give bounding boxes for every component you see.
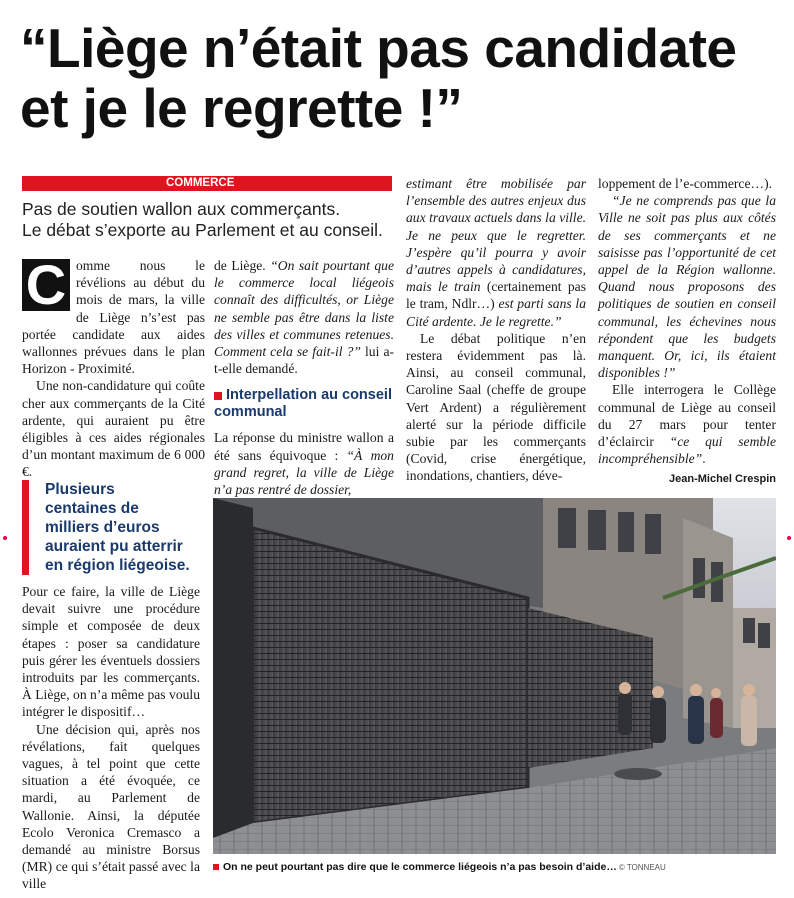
paragraph — [598, 381, 776, 467]
quote: estimant être mobilisée par l’ensemble des autres enjeux dus aux travaux actuels dans la ville. Je ne peux que le regretter. J’espère qu’il pourra y avoir d’autres appels à candidatures, mais le train — [406, 176, 586, 295]
text-run: La réponse du ministre wallon a été sans équivoque : — [214, 430, 394, 463]
text-run: de Liège. — [214, 258, 266, 273]
column-1 — [22, 253, 205, 481]
paragraph: loppement de l’e-commerce…). — [598, 176, 772, 191]
kicker-label: COMMERCE — [158, 176, 242, 191]
column-2 — [214, 257, 394, 498]
subheading — [214, 387, 394, 421]
headline — [20, 18, 780, 138]
quote: “À mon grand regret, la ville de Liège n’a pas rentré de dossier, — [214, 447, 394, 498]
caption-text: On ne peut pourtant pas dire que le commerce liégeois n’a pas besoin d’aide… — [223, 861, 617, 873]
photo-caption — [213, 860, 783, 875]
subheading-text: Interpellation au conseil communal — [214, 387, 392, 421]
square-bullet-icon — [214, 392, 222, 400]
quote: “ce qui semble incompréhensible” — [598, 434, 777, 467]
deck-line-1: Pas de soutien wallon aux commerçants. — [22, 199, 341, 219]
quote-paragraph: “Je ne comprends pas que la Ville ne soit pas plus aux côtés de ses commerçants et ne saisisse pas l’opportunité de cet appel de la Région wallonne. Quand nous proposons des politiques de soutien en conseil communal, les échevines nous répondent que les budgets manquent. Or, ici, ils étaient disponibles !” — [598, 193, 776, 381]
deck — [22, 199, 402, 241]
column-3 — [406, 175, 586, 485]
photo-credit: © TONNEAU — [618, 863, 666, 872]
paragraph: Une décision qui, après nos révélations, fait quelques vagues, à tel point que cette situation a été évoquée, ce mardi, au Parlement de Wallonie. Ainsi, la députée Ecolo Veronica Cremasco a demandé au ministre Borsus (MR) ce qui s’était passé avec la ville — [22, 721, 200, 892]
page-edge-mark — [3, 536, 7, 540]
paragraph — [214, 429, 394, 498]
street-photo-illustration — [213, 498, 776, 854]
deck-line-2: Le débat s’exporte au Parlement et au conseil. — [22, 220, 383, 240]
byline: Jean-Michel Crespin — [669, 473, 776, 486]
street-photo — [213, 498, 776, 854]
text-run: (certainement pas le tram, Ndlr…) — [406, 279, 586, 312]
quote: “On sait pourtant que le commerce local liégeois connaît des difficultés, or Liège ne semble pas être dans la liste des villes et communes retenues. Comment cela se fait-il ?” — [214, 258, 394, 360]
paragraph: omme nous le révélions au début du mois de mars, la ville de Liège n’s’est pas portée candidate aux aides wallonnes prévues dans le plan Horizon - Proximité. — [22, 258, 205, 377]
quote: est parti sans la Cité ardente. Je le regrette.” — [406, 296, 586, 329]
paragraph: Une non-candidature qui coûte cher aux commerçants de la Cité ardente, qui auraient pu être éligibles à ces aides régionales d’un montant maximum de 6 000 €. — [22, 378, 205, 480]
page-edge-mark — [787, 536, 791, 540]
text-run: lui a-t-elle demandé. — [214, 344, 394, 377]
square-bullet-icon — [213, 864, 219, 870]
headline-line-2: et je le regrette !” — [20, 77, 463, 139]
paragraph — [214, 257, 394, 377]
text-run: . — [702, 451, 706, 467]
drop-cap: C — [22, 259, 70, 311]
pull-quote: Plusieurs centaines de milliers d’euros auraient pu atterrir en région liégeoise. — [22, 480, 190, 575]
paragraph: Le débat politique n’en restera évidemment pas là. Ainsi, au conseil communal, Caroline Saal (cheffe de groupe Vert Ardent) a régulièrement alerté sur la période difficile subie par les commerçants (Covid, crise énergétique, inondations, chantiers, déve- — [406, 330, 586, 484]
column-4 — [598, 175, 776, 489]
text-run: Elle interrogera le Collège communal de Liège au conseil du 27 mars pour tenter d’éclaircir — [598, 382, 776, 450]
paragraph: Pour ce faire, la ville de Liège devait suivre une procédure simple et composée de deux étapes : poser sa candidature puis gérer les éventuels dossiers introduits par les commerçants. À Liège, on n’a même pas voulu intégrer le dispositif… — [22, 584, 200, 720]
headline-line-1: “Liège n’était pas candidate — [20, 17, 737, 79]
paragraph — [406, 175, 586, 330]
column-1-continued — [22, 583, 200, 893]
